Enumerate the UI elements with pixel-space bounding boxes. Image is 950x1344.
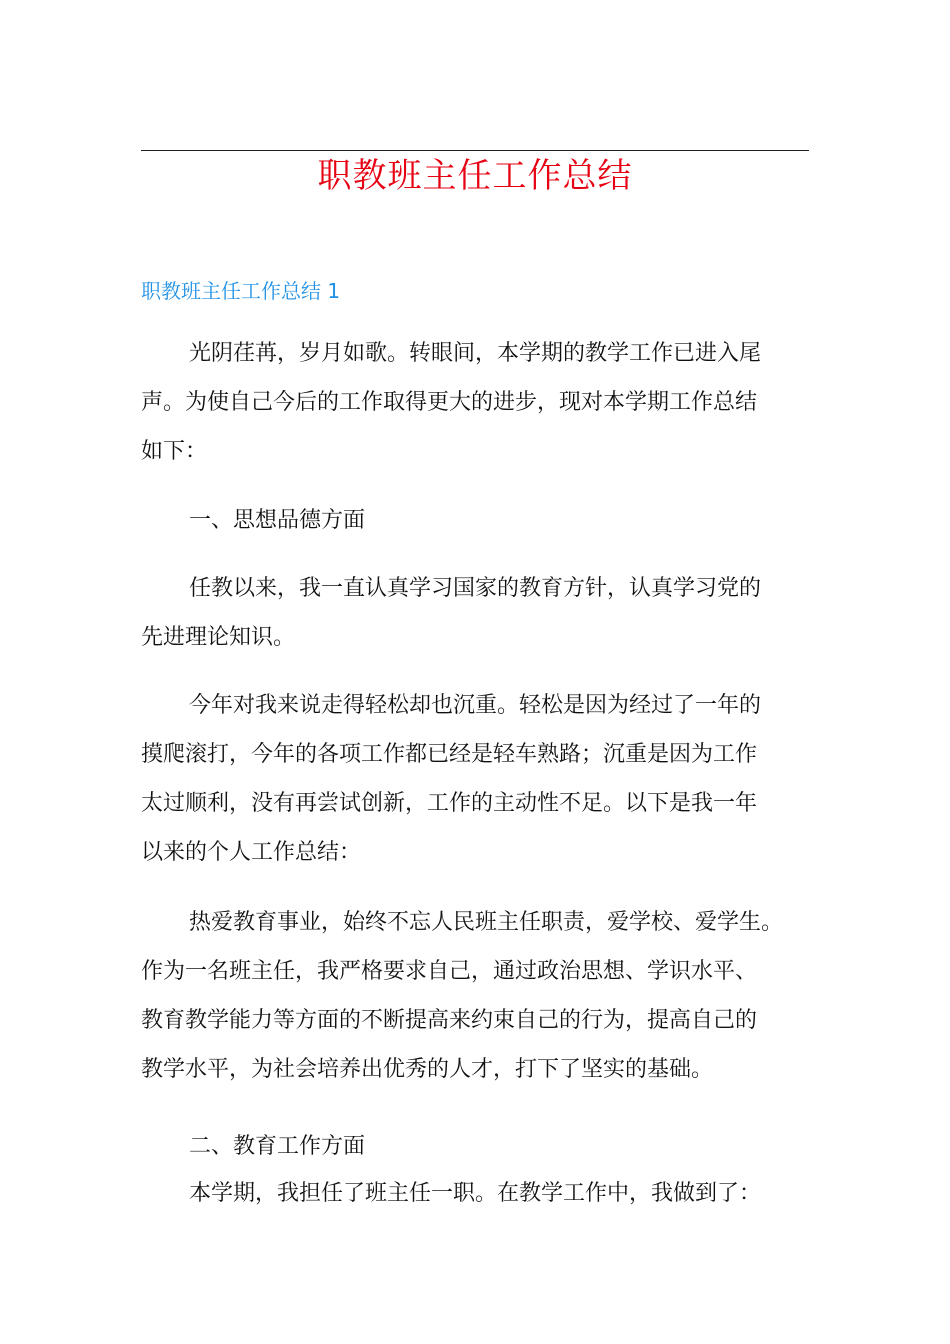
section-heading: 职教班主任工作总结 1: [141, 279, 341, 303]
paragraph-study: [141, 564, 809, 662]
paragraph-dedication: [141, 898, 809, 1094]
text-line: 二、教育工作方面: [189, 1134, 366, 1159]
text-line: 一、思想品德方面: [189, 508, 366, 533]
text-line: 先进理论知识。: [141, 625, 296, 650]
subheading-teaching: [141, 1122, 809, 1171]
text-line: 教学水平，为社会培养出优秀的人才，打下了坚实的基础。: [141, 1057, 714, 1082]
paragraph-intro: [141, 329, 809, 476]
text-line: 摸爬滚打，今年的各项工作都已经是轻车熟路；沉重是因为工作: [141, 742, 758, 767]
paragraph-year-review: [141, 681, 809, 877]
text-line: 光阴荏苒，岁月如歌。转眼间，本学期的教学工作已进入尾: [189, 341, 762, 366]
text-line: 任教以来，我一直认真学习国家的教育方针，认真学习党的: [189, 576, 762, 601]
text-line: 声。为使自己今后的工作取得更大的进步，现对本学期工作总结: [141, 390, 758, 415]
text-line: 热爱教育事业，始终不忘人民班主任职责，爱学校、爱学生。: [189, 910, 784, 935]
text-line: 今年对我来说走得轻松却也沉重。轻松是因为经过了一年的: [189, 693, 762, 718]
subheading-ideology: [141, 496, 809, 545]
text-line: 太过顺利，没有再尝试创新，工作的主动性不足。以下是我一年: [141, 791, 758, 816]
text-line: 本学期，我担任了班主任一职。在教学工作中，我做到了：: [189, 1181, 762, 1206]
text-line: 以来的个人工作总结：: [141, 840, 362, 865]
paragraph-semester: [141, 1169, 809, 1218]
text-line: 作为一名班主任，我严格要求自己，通过政治思想、学识水平、: [141, 959, 758, 984]
text-line: 如下：: [141, 439, 208, 464]
text-line: 教育教学能力等方面的不断提高来约束自己的行为，提高自己的: [141, 1008, 758, 1033]
document-title: 职教班主任工作总结: [317, 156, 633, 196]
